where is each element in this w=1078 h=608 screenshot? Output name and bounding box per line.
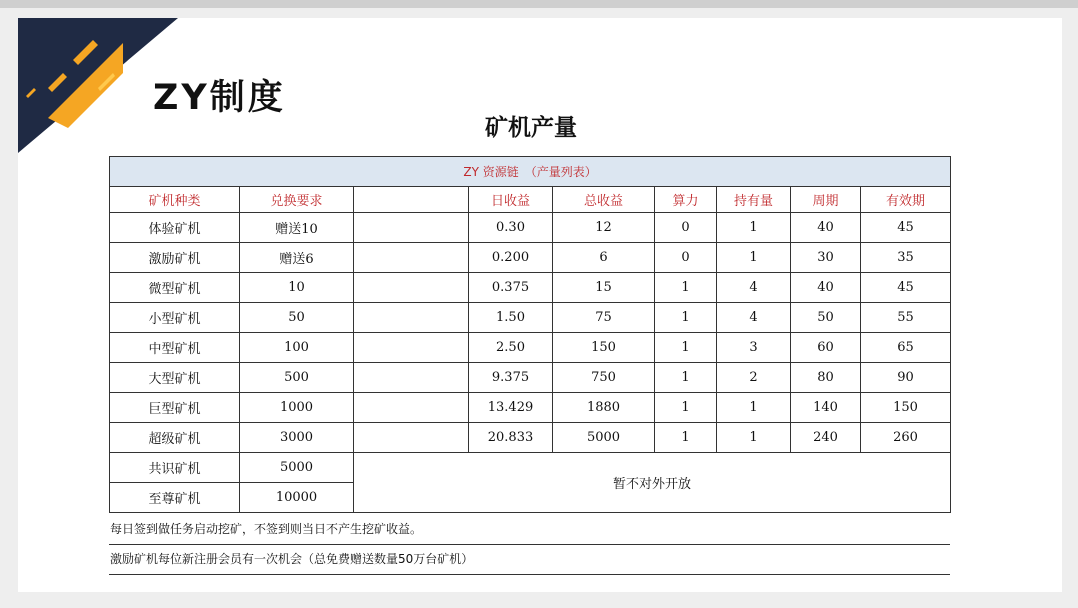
slide — [18, 18, 1062, 592]
cell-holding: 2 — [717, 363, 791, 393]
col-header-type: 矿机种类 — [110, 187, 240, 213]
page-title: ZY制度 — [153, 78, 286, 118]
cell-type: 大型矿机 — [110, 363, 240, 393]
table-banner: ZY 资源链 （产量列表） — [110, 157, 951, 187]
table-row — [110, 363, 951, 393]
cell-holding: 1 — [717, 393, 791, 423]
cell-validity: 90 — [861, 363, 951, 393]
cell-power: 1 — [655, 273, 717, 303]
table-row — [110, 393, 951, 423]
cell-power: 1 — [655, 393, 717, 423]
production-table — [109, 156, 951, 513]
cell-type: 激励矿机 — [110, 243, 240, 273]
table-row — [110, 303, 951, 333]
col-header-cycle: 周期 — [791, 187, 861, 213]
cell-requirement: 10 — [240, 273, 354, 303]
cell-daily: 9.375 — [469, 363, 553, 393]
cell-validity: 260 — [861, 423, 951, 453]
cell-holding: 4 — [717, 273, 791, 303]
cell-daily: 0.30 — [469, 213, 553, 243]
table-row-closed — [110, 453, 951, 483]
cell-holding: 1 — [717, 213, 791, 243]
cell-blank — [354, 303, 469, 333]
cell-type: 巨型矿机 — [110, 393, 240, 423]
cell-type: 小型矿机 — [110, 303, 240, 333]
cell-cycle: 140 — [791, 393, 861, 423]
section-title: 矿机产量 — [485, 115, 577, 141]
cell-requirement: 5000 — [240, 453, 354, 483]
cell-type: 共识矿机 — [110, 453, 240, 483]
table-row — [110, 243, 951, 273]
col-header-holding: 持有量 — [717, 187, 791, 213]
cell-power: 0 — [655, 243, 717, 273]
cell-cycle: 80 — [791, 363, 861, 393]
cell-blank — [354, 423, 469, 453]
cell-cycle: 30 — [791, 243, 861, 273]
cell-blank — [354, 213, 469, 243]
cell-holding: 1 — [717, 243, 791, 273]
cell-cycle: 50 — [791, 303, 861, 333]
cell-total: 5000 — [553, 423, 655, 453]
cell-blank — [354, 333, 469, 363]
cell-power: 1 — [655, 333, 717, 363]
cell-power: 1 — [655, 363, 717, 393]
cell-type: 至尊矿机 — [110, 483, 240, 513]
cell-holding: 3 — [717, 333, 791, 363]
cell-cycle: 60 — [791, 333, 861, 363]
cell-type: 微型矿机 — [110, 273, 240, 303]
cell-power: 1 — [655, 303, 717, 333]
cell-daily: 2.50 — [469, 333, 553, 363]
table-banner-row — [110, 157, 951, 187]
cell-validity: 55 — [861, 303, 951, 333]
cell-type: 中型矿机 — [110, 333, 240, 363]
col-header-requirement: 兑换要求 — [240, 187, 354, 213]
table-row — [110, 273, 951, 303]
cell-blank — [354, 243, 469, 273]
top-strip — [0, 0, 1078, 8]
cell-total: 1880 — [553, 393, 655, 423]
cell-requirement: 赠送6 — [240, 243, 354, 273]
cell-requirement: 100 — [240, 333, 354, 363]
cell-daily: 0.200 — [469, 243, 553, 273]
cell-daily: 1.50 — [469, 303, 553, 333]
cell-blank — [354, 273, 469, 303]
cell-requirement: 3000 — [240, 423, 354, 453]
cell-power: 1 — [655, 423, 717, 453]
table-row — [110, 423, 951, 453]
cell-cycle: 40 — [791, 273, 861, 303]
cell-requirement: 赠送10 — [240, 213, 354, 243]
col-header-power: 算力 — [655, 187, 717, 213]
cell-total: 75 — [553, 303, 655, 333]
cell-total: 150 — [553, 333, 655, 363]
cell-power: 0 — [655, 213, 717, 243]
col-header-blank — [354, 187, 469, 213]
cell-total: 750 — [553, 363, 655, 393]
cell-requirement: 10000 — [240, 483, 354, 513]
cell-blank — [354, 393, 469, 423]
cell-holding: 4 — [717, 303, 791, 333]
cell-validity: 150 — [861, 393, 951, 423]
cell-validity: 65 — [861, 333, 951, 363]
cell-requirement: 500 — [240, 363, 354, 393]
cell-requirement: 50 — [240, 303, 354, 333]
not-open-notice: 暂不对外开放 — [354, 453, 951, 513]
cell-validity: 45 — [861, 213, 951, 243]
cell-requirement: 1000 — [240, 393, 354, 423]
note-incentive: 激励矿机每位新注册会员有一次机会（总免费赠送数量50万台矿机） — [109, 545, 950, 575]
cell-daily: 0.375 — [469, 273, 553, 303]
table-row — [110, 333, 951, 363]
table-header-row — [110, 187, 951, 213]
cell-cycle: 40 — [791, 213, 861, 243]
cell-total: 15 — [553, 273, 655, 303]
cell-holding: 1 — [717, 423, 791, 453]
cell-validity: 35 — [861, 243, 951, 273]
cell-daily: 20.833 — [469, 423, 553, 453]
cell-total: 6 — [553, 243, 655, 273]
cell-cycle: 240 — [791, 423, 861, 453]
cell-total: 12 — [553, 213, 655, 243]
cell-type: 超级矿机 — [110, 423, 240, 453]
cell-validity: 45 — [861, 273, 951, 303]
col-header-validity: 有效期 — [861, 187, 951, 213]
col-header-total: 总收益 — [553, 187, 655, 213]
cell-blank — [354, 363, 469, 393]
col-header-daily: 日收益 — [469, 187, 553, 213]
note-checkin: 每日签到做任务启动挖矿，不签到则当日不产生挖矿收益。 — [109, 515, 950, 545]
table-row — [110, 213, 951, 243]
cell-type: 体验矿机 — [110, 213, 240, 243]
cell-daily: 13.429 — [469, 393, 553, 423]
